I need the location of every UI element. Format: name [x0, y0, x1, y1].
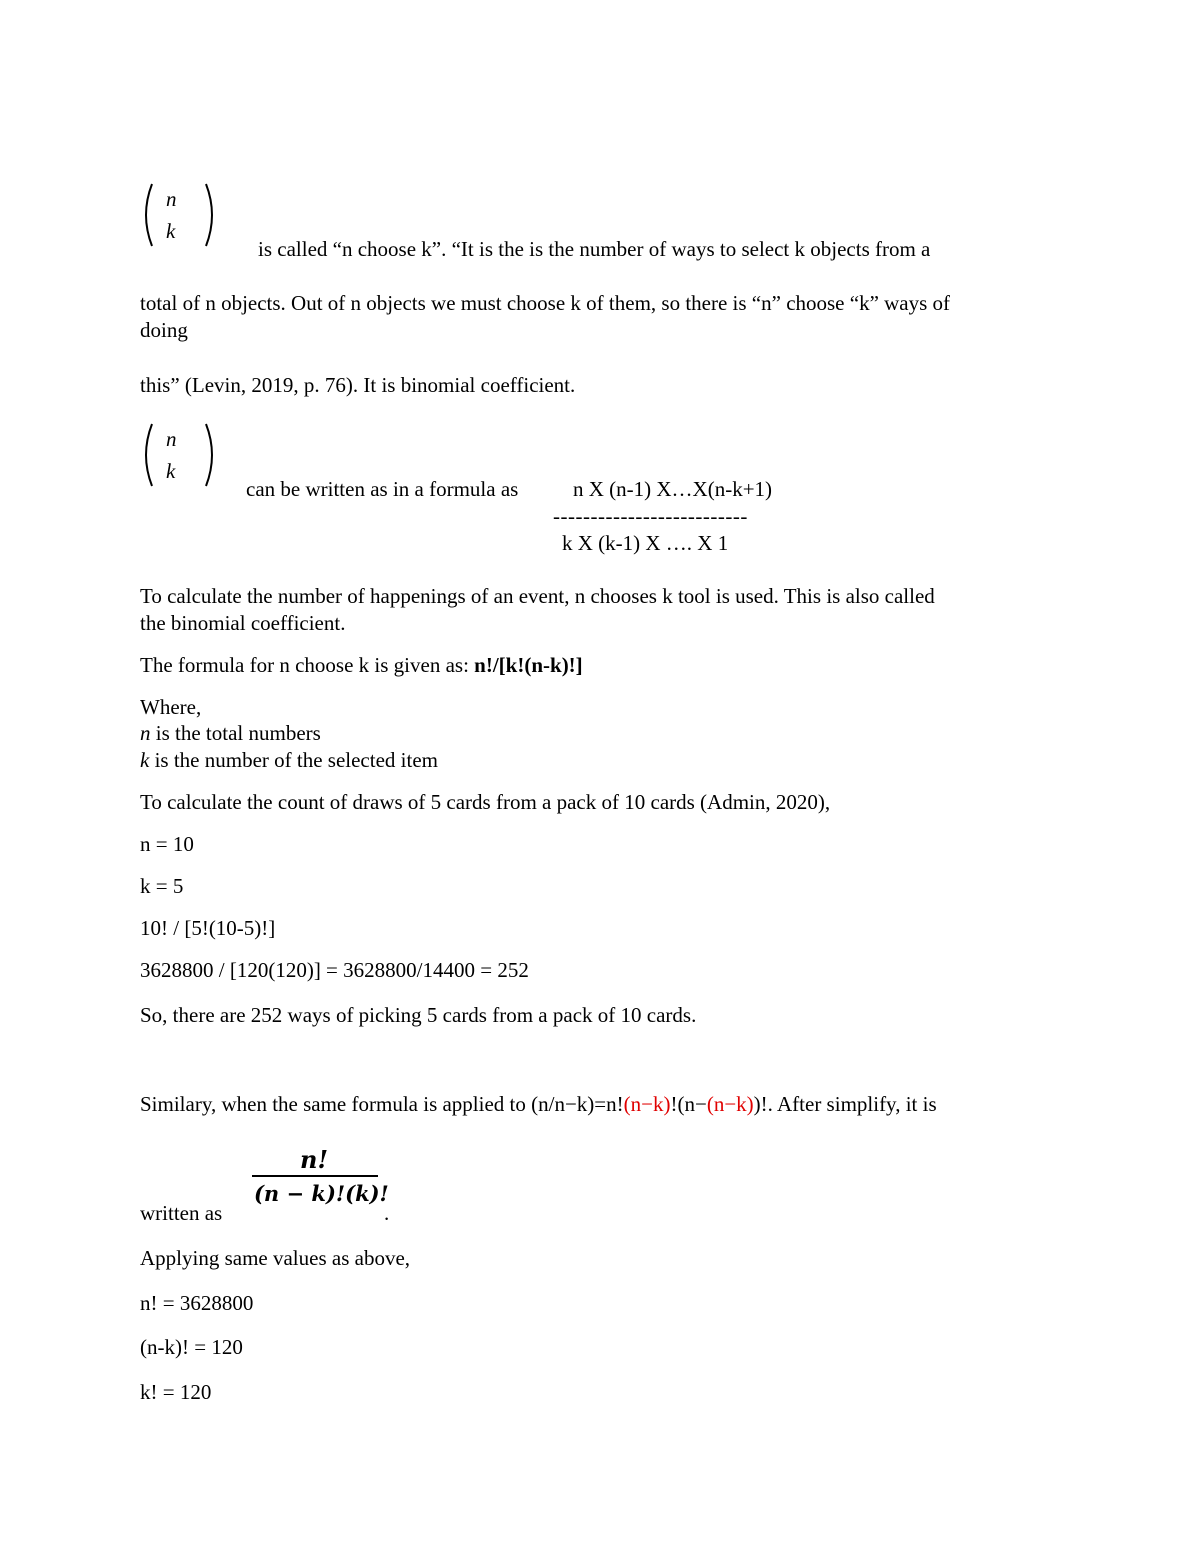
similarly-red2: (n−k): [706, 1092, 754, 1116]
similarly-red1: (n−k): [623, 1092, 671, 1116]
where-n-line: [140, 720, 321, 746]
para1-line4: this” (Levin, 2019, p. 76). It is binomial coefficient.: [140, 373, 576, 397]
fraction-bar: [252, 1175, 378, 1177]
formula-intro-text: can be written as in a formula as: [246, 477, 519, 501]
formula-numerator: n X (n-1) X…X(n-k+1): [573, 477, 773, 501]
where-n-var: n: [140, 721, 151, 745]
written-as-trailing: .: [384, 1201, 390, 1225]
fraction-numerator: n!: [300, 1145, 328, 1174]
applying-intro: Applying same values as above,: [140, 1246, 411, 1270]
binomial-symbol: [138, 180, 218, 250]
similarly-part1: Similary, when the same formula is applied to (n/n−k)=n!: [140, 1092, 624, 1116]
where-label: Where,: [140, 695, 202, 719]
similarly-part2: !(n−: [670, 1092, 707, 1116]
where-k-desc: is the number of the selected item: [149, 748, 438, 772]
where-k-var: k: [140, 748, 150, 772]
binomial-parentheses-icon: [138, 180, 218, 250]
fraction-denominator: (n − k)!(k)!: [254, 1181, 389, 1206]
where-k-line: [140, 747, 438, 773]
binomial-bottom: k: [166, 459, 176, 483]
example-n: n = 10: [140, 832, 194, 856]
binomial-top: n: [166, 427, 177, 451]
similarly-part3: )!. After simplify, it is: [753, 1092, 937, 1116]
applying-k-fact: k! = 120: [140, 1380, 212, 1404]
binomial-bottom: k: [166, 219, 176, 243]
para2-line2: the binomial coefficient.: [140, 611, 346, 635]
formula-line-formula: n!/[k!(n-k)!]: [474, 653, 583, 677]
applying-nk-fact: (n-k)! = 120: [140, 1335, 243, 1359]
where-n-desc: is the total numbers: [150, 721, 321, 745]
para1-line2: total of n objects. Out of n objects we must choose k of them, so there is “n” choose “k” ways of: [140, 291, 951, 315]
example-k: k = 5: [140, 874, 184, 898]
para1-line3: doing: [140, 318, 188, 342]
para2-line1: To calculate the number of happenings of an event, n chooses k tool is used. This is also called: [140, 584, 935, 608]
written-as-label: written as: [140, 1201, 223, 1225]
example-conclusion: So, there are 252 ways of picking 5 cards from a pack of 10 cards.: [140, 1003, 697, 1027]
binomial-parentheses-icon: [138, 420, 218, 490]
example-intro: To calculate the count of draws of 5 cards from a pack of 10 cards (Admin, 2020),: [140, 790, 831, 814]
formula-line-prefix: The formula for n choose k is given as:: [140, 653, 475, 677]
formula-denominator: k X (k-1) X …. X 1: [562, 531, 729, 555]
similarly-line: [140, 1091, 937, 1117]
binomial-symbol: [138, 420, 218, 490]
binomial-top: n: [166, 187, 177, 211]
example-expr: 10! / [5!(10-5)!]: [140, 916, 276, 940]
example-calc: 3628800 / [120(120)] = 3628800/14400 = 252: [140, 958, 529, 982]
formula-line: [140, 652, 583, 678]
applying-n-fact: n! = 3628800: [140, 1291, 254, 1315]
para1-line1: is called “n choose k”. “It is the is the number of ways to select k objects from a: [258, 237, 931, 261]
formula-divider: --------------------------: [553, 504, 748, 528]
